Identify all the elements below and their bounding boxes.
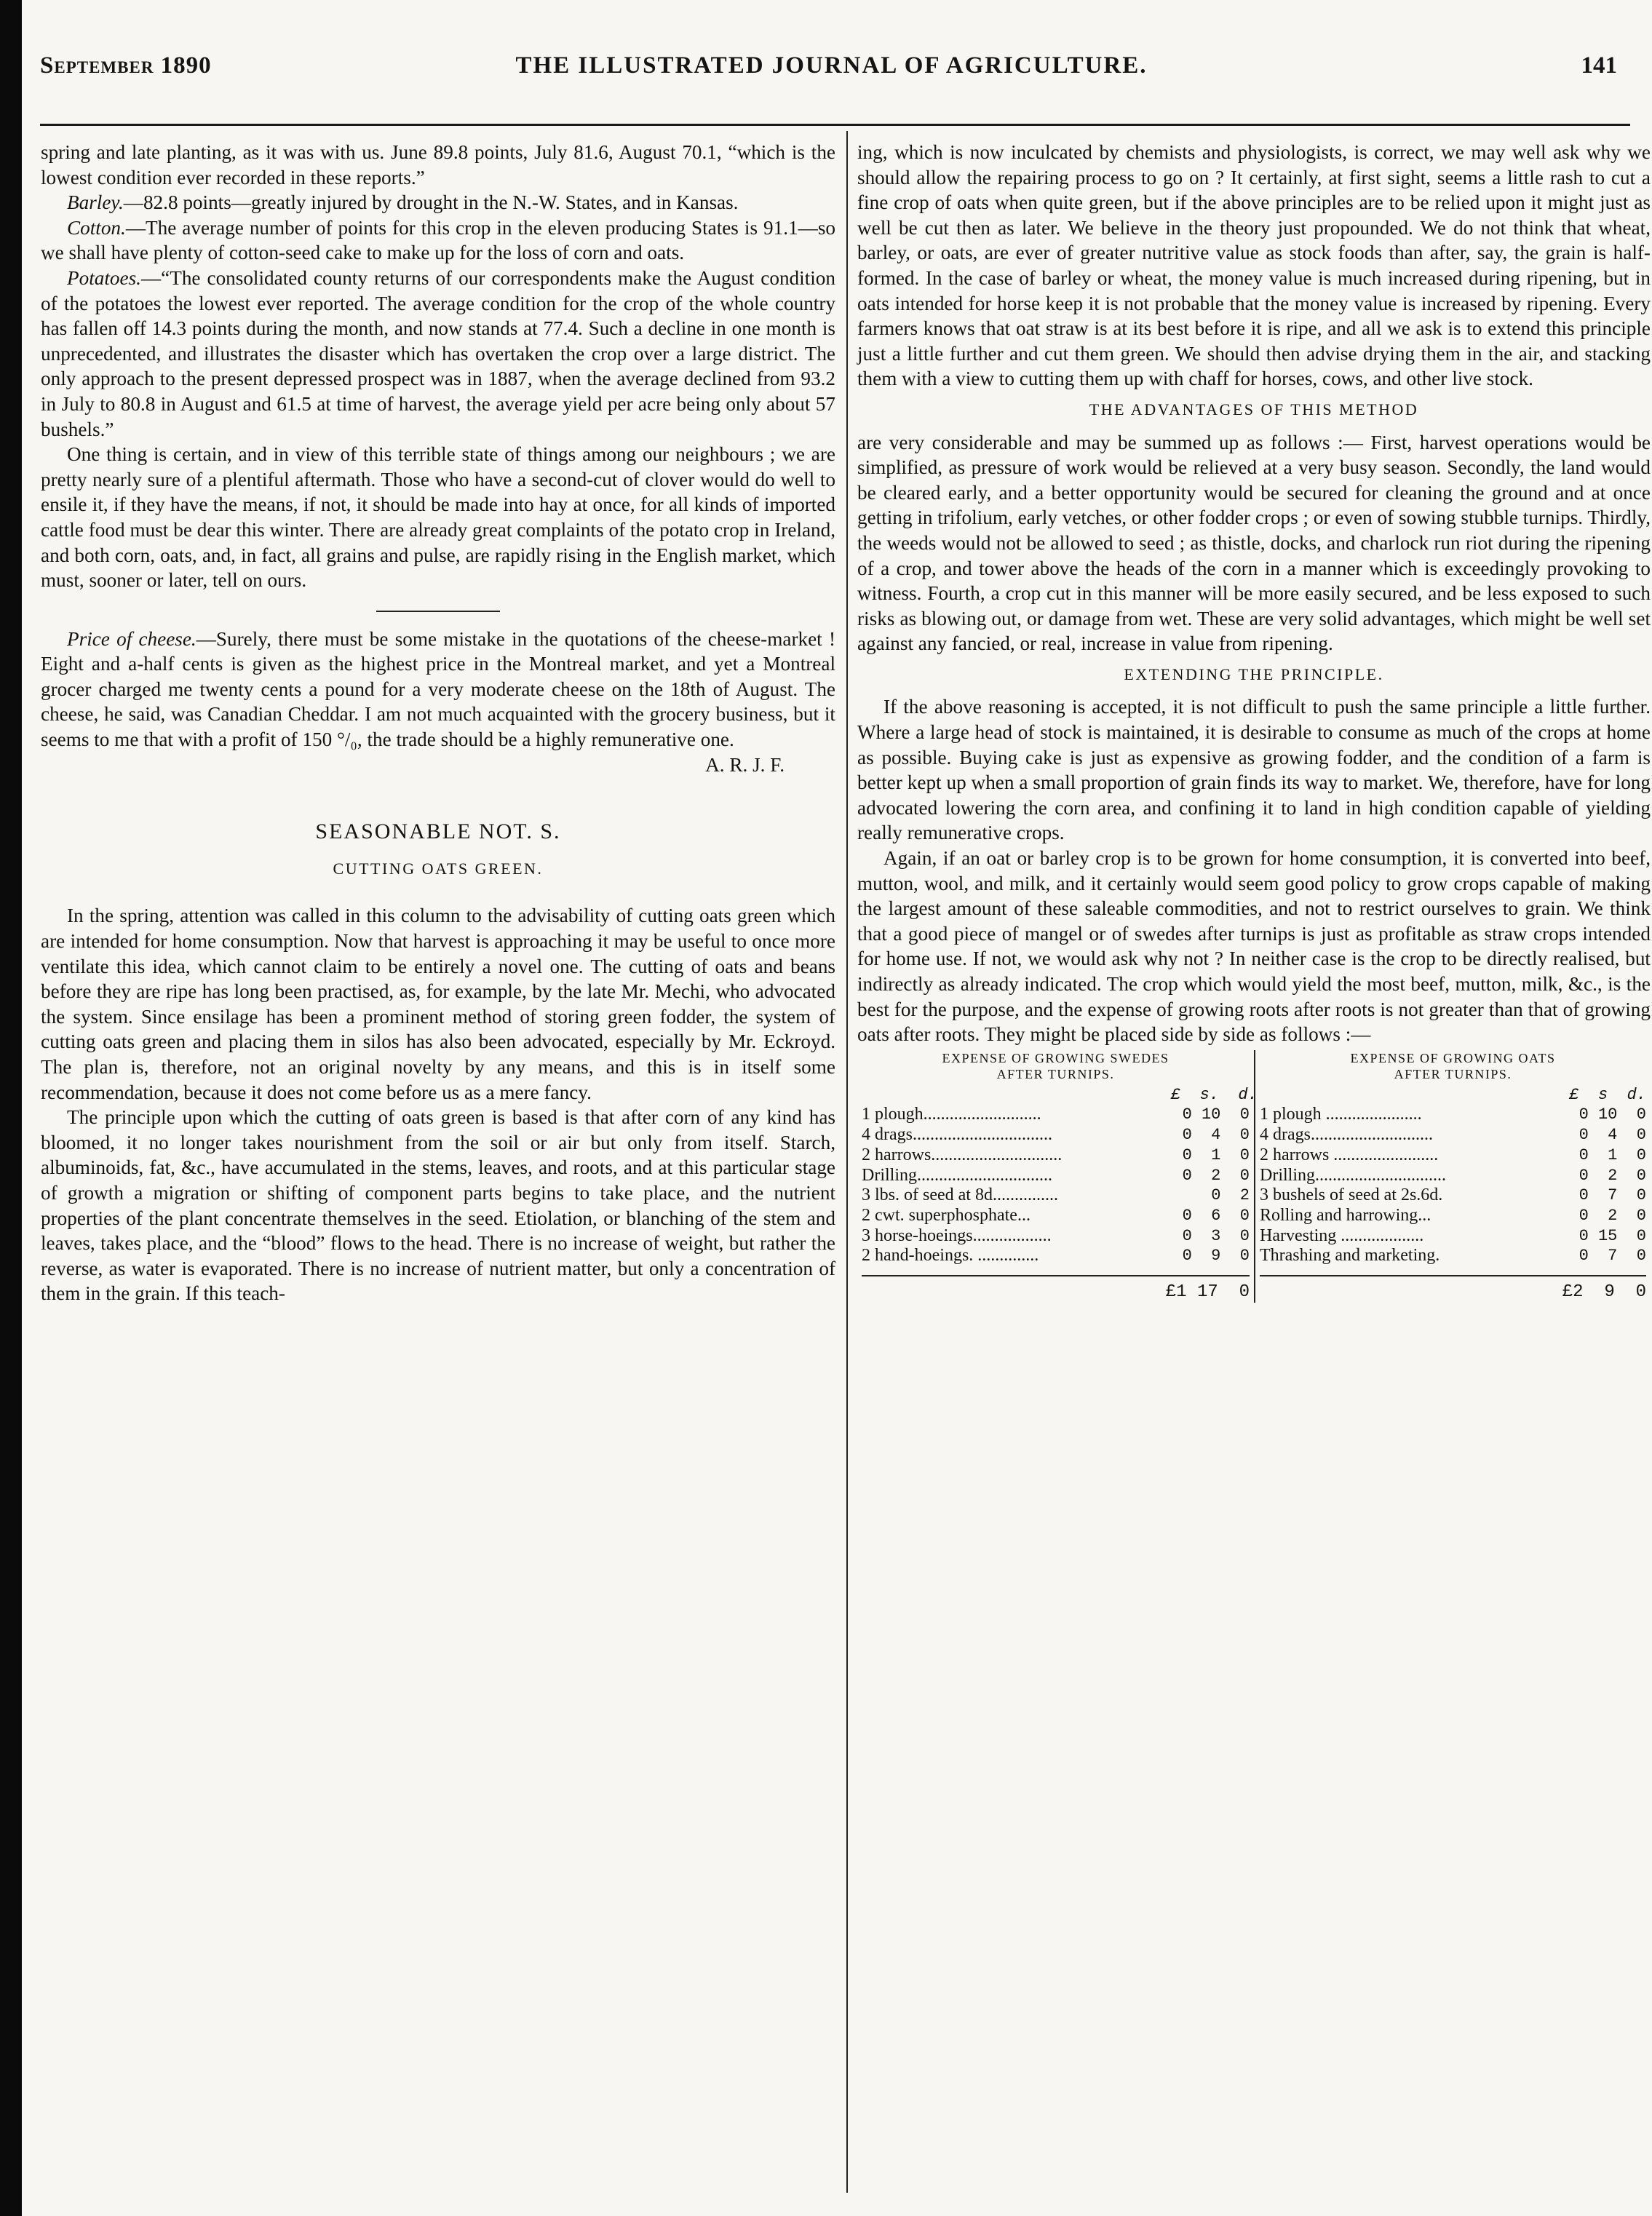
row-label: 2 hand-hoeings. .............. [862, 1246, 1039, 1266]
extending-heading: EXTENDING THE PRINCIPLE. [1124, 664, 1384, 683]
table-row [862, 1186, 1250, 1206]
row-amount: 0 1 0 [1182, 1145, 1250, 1164]
row-label: 2 harrows.............................. [862, 1145, 1063, 1164]
table-row [862, 1166, 1250, 1186]
row-label: Harvesting ................... [1260, 1226, 1424, 1245]
right-column [857, 140, 1651, 1303]
paragraph: One thing is certain, and in view of this terrible state of things among our neighbours ; we are pretty nearly sure of a plentiful aftermath. Those who have a second-cut of clover would do well to ensile it, if they have the means, if not, it should be made into hay at once, for all kinds of imported cattle food must be dear this winter. There are already great complaints of the potato crop in Ireland, and both corn, oats, and, in fact, all grains and pulse, are rapidly rising in the English market, which must, sooner or later, tell on ours. [41, 443, 835, 592]
table-row [1260, 1166, 1646, 1186]
table-title: EXPENSE OF GROWING SWEDES [942, 1050, 1169, 1065]
cotton-heading: Cotton. [67, 216, 126, 239]
table-heading [1260, 1050, 1646, 1082]
table-row [1260, 1186, 1646, 1206]
paragraph: ing, which is now inculcated by chemists and physiologists, is correct, we may well ask why we should allow the repairing process to go on ? It certainly, at first sight, seems a little rash to cut a fine crop of oats when quite green, but if the above principles are to be relied upon it might just as well be cut then as later. We believe in the theory just propounded. We do not think that wheat, barley, or oats, are ever of greater nutritive value as stock foods than after, say, the grain is half-formed. In the case of barley or wheat, the money value is much increased during ripening, but in oats intended for horse keep it is not probable that the money value is increased by ripening. Every farmers knows that oat straw is at its best before it is ripe, and all we ask is to extend this principle just a little further and cut them green. We should then advise drying them in the air, and stacking them with a view to cutting them up with chaff for horses, cows, and other live stock. [857, 141, 1651, 390]
signature: A. R. J. F. [705, 753, 785, 776]
row-amount: 0 10 0 [1578, 1105, 1646, 1124]
row-label: 3 bushels of seed at 2s.6d. [1260, 1186, 1443, 1205]
table-row [1260, 1206, 1646, 1226]
row-label: 4 drags............................ [1260, 1125, 1433, 1145]
running-header [40, 52, 1623, 96]
cheese-paragraph [41, 627, 835, 752]
row-amount: 0 9 0 [1182, 1247, 1250, 1266]
row-amount: 0 6 0 [1182, 1207, 1250, 1225]
expense-comparison [857, 1050, 1651, 1303]
table-row [862, 1226, 1250, 1247]
row-label: 2 harrows ........................ [1260, 1145, 1439, 1164]
oats-expense-table [1254, 1050, 1651, 1303]
row-label: Rolling and harrowing... [1260, 1206, 1431, 1225]
section-divider [376, 611, 500, 612]
swedes-expense-table [857, 1050, 1258, 1303]
potatoes-heading: Potatoes. [67, 266, 141, 289]
row-label: 1 plough........................... [862, 1105, 1041, 1124]
total-amount: £2 9 0 [1562, 1282, 1646, 1303]
cheese-heading: Price of cheese. [67, 627, 196, 650]
row-amount: 0 7 0 [1578, 1247, 1646, 1266]
table-total [1260, 1275, 1646, 1303]
row-amount: 0 2 0 [1578, 1207, 1646, 1225]
journal-title: THE ILLUSTRATED JOURNAL OF AGRICULTURE. [515, 52, 1148, 79]
row-amount: 0 2 0 [1578, 1166, 1646, 1185]
cotton-text: —The average number of points for this crop in the eleven producing States is 91.1—so we shall have plenty of cotton-seed cake to make up for the loss of corn and oats. [41, 216, 835, 264]
cotton-paragraph [41, 215, 835, 266]
paragraph: Again, if an oat or barley crop is to be grown for home consumption, it is converted into beef, mutton, wool, and milk, and it certainly would seem good policy to grow crops capable of making the largest amount of these saleable commodities, and not to restrict ourselves to grain. We think that a good piece of mangel or of swedes after turnips is just as profitable as straw crops intended for home use. If not, we would ask why not ? In neither case is the crop to be directly realised, but indirectly as already indicated. The crop which would yield the most beef, mutton, milk, &c., is the best for the purpose, and the expense of growing roots after roots is not greater than that of growing oats after roots. They might be placed side by side as follows :— [857, 847, 1651, 1046]
table-subtitle: AFTER TURNIPS. [996, 1066, 1115, 1081]
table-subtitle: AFTER TURNIPS. [1394, 1066, 1512, 1081]
table-row [862, 1105, 1250, 1125]
table-row [862, 1206, 1250, 1226]
row-label: Drilling............................... [862, 1165, 1052, 1185]
row-amount: 0 4 0 [1578, 1126, 1646, 1145]
row-label: 4 drags................................ [862, 1125, 1052, 1145]
section-subtitle: CUTTING OATS GREEN. [333, 859, 544, 878]
signature-line [41, 752, 835, 778]
row-label: 3 lbs. of seed at 8d............... [862, 1186, 1058, 1205]
row-label: 1 plough ...................... [1260, 1105, 1422, 1124]
table-row [1260, 1125, 1646, 1145]
row-amount: 0 4 0 [1182, 1126, 1250, 1145]
row-amount: 0 2 [1211, 1186, 1250, 1205]
cheese-text: —Surely, there must be some mistake in the quotations of the cheese-market ! Eight and a-half cents is given as the highest price in the Montreal market, and yet a Montreal grocer charged me twenty cents a pound for a very moderate cheese on the 18th of August. The cheese, he said, was Canadian Cheddar. I am not much acquainted with the grocery business, but it seems to me that with a profit of 150 °/₀, the trade should be a highly remunerative one. [41, 627, 835, 751]
table-row [1260, 1105, 1646, 1125]
row-amount: 0 1 0 [1578, 1145, 1646, 1164]
row-amount: 0 15 0 [1578, 1226, 1646, 1245]
table-row [1260, 1246, 1646, 1266]
barley-heading: Barley. [67, 191, 124, 214]
page-binding-edge [0, 0, 22, 2216]
row-amount: 0 2 0 [1182, 1166, 1250, 1185]
row-label: 2 cwt. superphosphate... [862, 1206, 1030, 1225]
table-row [1260, 1226, 1646, 1247]
table-row [862, 1125, 1250, 1145]
row-amount: 0 3 0 [1182, 1226, 1250, 1245]
paragraph: spring and late planting, as it was with us. June 89.8 points, July 81.6, August 70.1, “which is the lowest condition ever recorded in these reports.” [41, 141, 835, 188]
row-amount: 0 7 0 [1578, 1186, 1646, 1205]
row-label: Drilling.............................. [1260, 1165, 1446, 1185]
paragraph: The principle upon which the cutting of oats green is based is that after corn of any kind has bloomed, it no longer takes nourishment from the soil or air but only from itself. Starch, albuminoids, fat, &c., have accumulated in the stems, leaves, and roots, and at this particular stage of growth a migration or shifting of component parts begins to take place, and the nutrient properties of the plant concentrate themselves in the seed. Etiolation, or blanching of the stem and leaves, takes place, and the “blood” flows to the head. There is no increase of weight, but rather the reverse, as water is evaporated. There is no increase of nutrient matter, but only a concentration of them in the grain. If this teach- [41, 1106, 835, 1305]
row-amount: 0 10 0 [1182, 1105, 1250, 1124]
row-label: Thrashing and marketing. [1260, 1246, 1440, 1266]
table-row [862, 1145, 1250, 1166]
left-column [41, 140, 835, 1306]
potatoes-paragraph [41, 266, 835, 442]
table-total [862, 1275, 1250, 1303]
table-title: EXPENSE OF GROWING OATS [1350, 1050, 1556, 1065]
potatoes-text: —“The consolidated county returns of our correspondents make the August condition of the potatoes the lowest ever reported. The average condition for the crop of the whole country has fallen off 14.3 points during the month, and now stands at 77.4. Such a decline in one month is unprecedented, and illustrates the disaster which has overtaken the crop over a large district. The only approach to the present depressed prospect was in 1887, when the average declined from 93.2 in July to 80.8 in August and 61.5 at time of harvest, the average yield per acre being only about 57 bushels.” [41, 266, 835, 440]
currency-header: £ s. d. [1171, 1085, 1258, 1104]
column-divider [846, 131, 848, 2193]
header-date: September 1890 [40, 52, 212, 79]
row-label: 3 horse-hoeings.................. [862, 1226, 1052, 1245]
paragraph: In the spring, attention was called in this column to the advisability of cutting oats green which are intended for home consumption. Now that harvest is approaching it may be useful to once more ventilate this idea, which cannot claim to be entirely a novel one. The cutting of oats and beans before they are ripe has long been practised, as, for example, by the late Mr. Mechi, who advocated the system. Since ensilage has been a prominent method of storing green fodder, the system of cutting oats green and placing them in silos has also been advocated, especially by Mr. Eckroyd. The plan is, therefore, not an original novelty by any means, and this is in itself some recommendation, because it does not come before us as a mere fancy. [41, 905, 835, 1103]
paragraph: If the above reasoning is accepted, it is not difficult to push the same principle a little further. Where a large head of stock is maintained, it is desirable to consume as much of the crops at home as possible. Buying cake is just as expensive as growing fodder, and the condition of a farm is better kept up when a small proportion of grain finds its way to market. We, therefore, have for long advocated lowering the corn area, and confining it to land in high condition capable of yielding really remunerative crops. [857, 696, 1651, 844]
section-title: SEASONABLE NOT. S. [315, 819, 561, 844]
table-heading [862, 1050, 1250, 1082]
total-amount: £1 17 0 [1165, 1282, 1250, 1303]
advantages-heading: THE ADVANTAGES OF THIS METHOD [1089, 400, 1419, 418]
table-row [1260, 1145, 1646, 1166]
header-rule [40, 124, 1630, 126]
barley-paragraph [41, 190, 835, 215]
currency-header: £ s d. [1569, 1085, 1646, 1104]
page-number: 141 [1581, 52, 1617, 79]
paragraph: are very considerable and may be summed up as follows :— First, harvest operations would be simplified, as pressure of work would be relieved at a very busy season. Secondly, the land would be cleared early, and a better opportunity would be secured for cleaning the ground and at once getting in trifolium, early vetches, or other fodder crops ; or even of sowing stubble turnips. Thirdly, the weeds would not be allowed to seed ; as thistle, docks, and charlock run riot during the ripening of a crop, and tower above the heads of the corn in a manner which is exceedingly provoking to witness. Fourth, a crop cut in this manner will be more easily secured, and be less exposed to such risks as blowing out, or damage from wet. These are very solid advantages, which might be well set against any fancied, or real, increase in value from ripening. [857, 431, 1651, 655]
barley-text: —82.8 points—greatly injured by drought in the N.-W. States, and in Kansas. [123, 191, 739, 214]
table-row [862, 1246, 1250, 1266]
